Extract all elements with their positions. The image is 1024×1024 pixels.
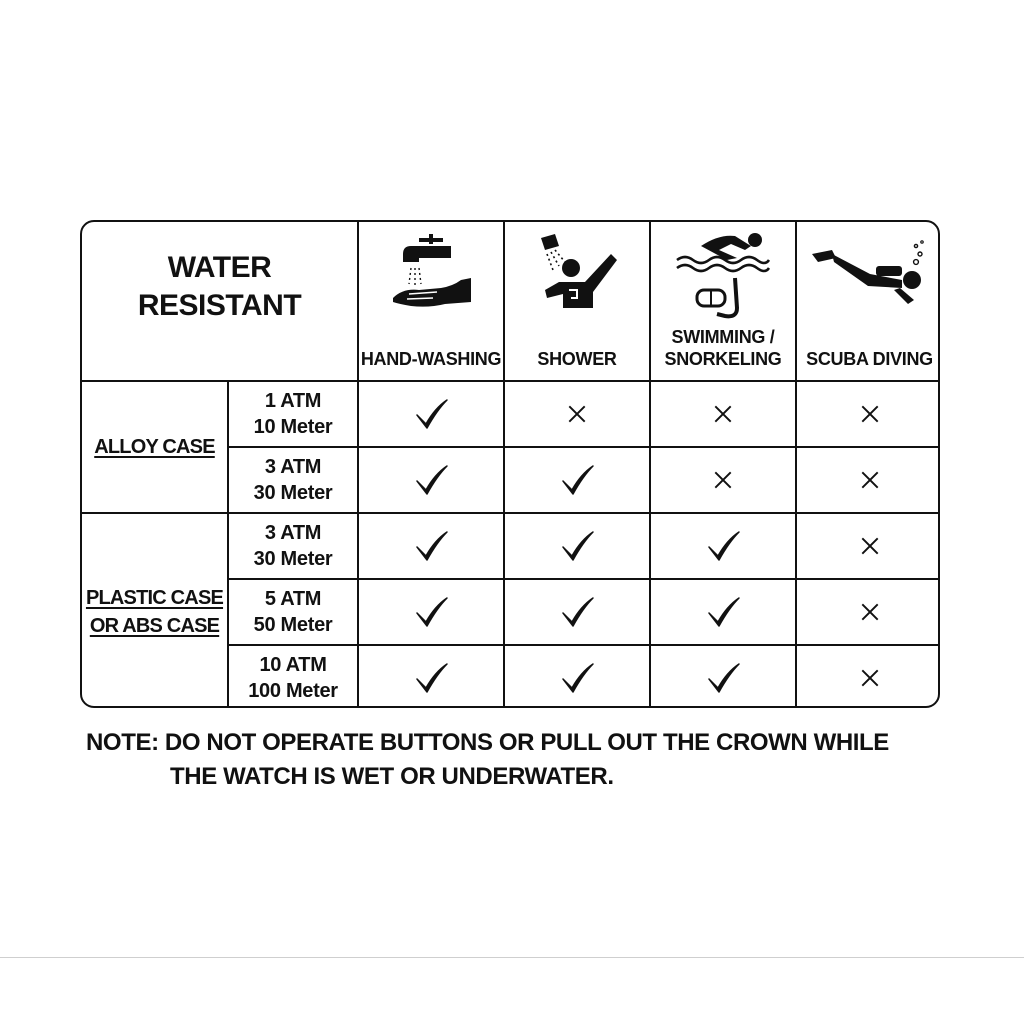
cross-icon [859, 535, 881, 557]
activity-label-shower: SHOWER [537, 349, 617, 369]
rating-cell [228, 645, 358, 708]
cross-icon [859, 601, 881, 623]
scuba-diving-icon [810, 240, 930, 310]
hand-washing-icon [389, 232, 473, 312]
mark-cell [358, 381, 504, 447]
mark-cell [796, 381, 940, 447]
warning-note [86, 726, 956, 794]
activity-header-shower [504, 222, 650, 381]
mark-cell [796, 513, 940, 579]
cross-icon [712, 469, 734, 491]
activity-header-scuba [796, 222, 940, 381]
note-line-1: NOTE: DO NOT OPERATE BUTTONS OR PULL OUT THE CROWN WHILE [86, 729, 889, 756]
mark-cell [650, 381, 796, 447]
title-line-2: RESISTANT [137, 289, 302, 322]
cross-icon [859, 403, 881, 425]
mark-cell [650, 513, 796, 579]
title-line-1: WATER [167, 251, 272, 284]
meter-value: 100 Meter [248, 680, 338, 702]
footer-divider [0, 957, 1024, 958]
check-icon [557, 460, 597, 500]
mark-cell [796, 447, 940, 513]
case-type-alloy [82, 381, 228, 513]
mark-cell [358, 447, 504, 513]
mark-cell [796, 579, 940, 645]
cross-icon [859, 469, 881, 491]
cross-icon [712, 403, 734, 425]
swimming-snorkeling-icon [675, 228, 771, 322]
check-icon [411, 592, 451, 632]
table-row [82, 513, 940, 579]
check-icon [557, 658, 597, 698]
mark-cell [504, 381, 650, 447]
mark-cell [650, 579, 796, 645]
check-icon [703, 658, 743, 698]
mark-cell [650, 447, 796, 513]
shower-icon [535, 232, 619, 312]
rating-cell [228, 447, 358, 513]
header-row [82, 222, 940, 381]
rating-cell [228, 579, 358, 645]
check-icon [411, 394, 451, 434]
activity-label-scuba: SCUBA DIVING [806, 349, 933, 369]
meter-value: 50 Meter [253, 614, 333, 636]
mark-cell [650, 645, 796, 708]
meter-value: 30 Meter [253, 548, 333, 570]
mark-cell [504, 579, 650, 645]
mark-cell [358, 579, 504, 645]
note-line-2: THE WATCH IS WET OR UNDERWATER. [170, 763, 614, 790]
cross-icon [566, 403, 588, 425]
mark-cell [358, 645, 504, 708]
rating-cell [228, 381, 358, 447]
atm-value: 3 ATM [264, 522, 322, 544]
case-label: ALLOY CASE [94, 436, 215, 458]
mark-cell [504, 447, 650, 513]
case-label: PLASTIC CASE OR ABS CASE [85, 586, 224, 637]
meter-value: 30 Meter [253, 482, 333, 504]
table-title [82, 222, 358, 381]
table-row [82, 381, 940, 447]
mark-cell [504, 513, 650, 579]
atm-value: 10 ATM [259, 654, 327, 676]
check-icon [411, 460, 451, 500]
rating-cell [228, 513, 358, 579]
atm-value: 1 ATM [264, 390, 322, 412]
check-icon [557, 592, 597, 632]
check-icon [703, 592, 743, 632]
check-icon [557, 526, 597, 566]
water-resistance-grid [82, 222, 940, 708]
atm-value: 5 ATM [264, 588, 322, 610]
check-icon [703, 526, 743, 566]
mark-cell [796, 645, 940, 708]
check-icon [411, 658, 451, 698]
activity-label-hand-washing: HAND-WASHING [360, 349, 502, 369]
mark-cell [504, 645, 650, 708]
check-icon [411, 526, 451, 566]
activity-header-swimming [650, 222, 796, 381]
case-type-plastic [82, 513, 228, 708]
atm-value: 3 ATM [264, 456, 322, 478]
meter-value: 10 Meter [253, 416, 333, 438]
activity-header-hand-washing [358, 222, 504, 381]
cross-icon [859, 667, 881, 689]
activity-label-swimming: SWIMMING / SNORKELING [664, 327, 782, 369]
mark-cell [358, 513, 504, 579]
water-resistance-table [80, 220, 940, 708]
